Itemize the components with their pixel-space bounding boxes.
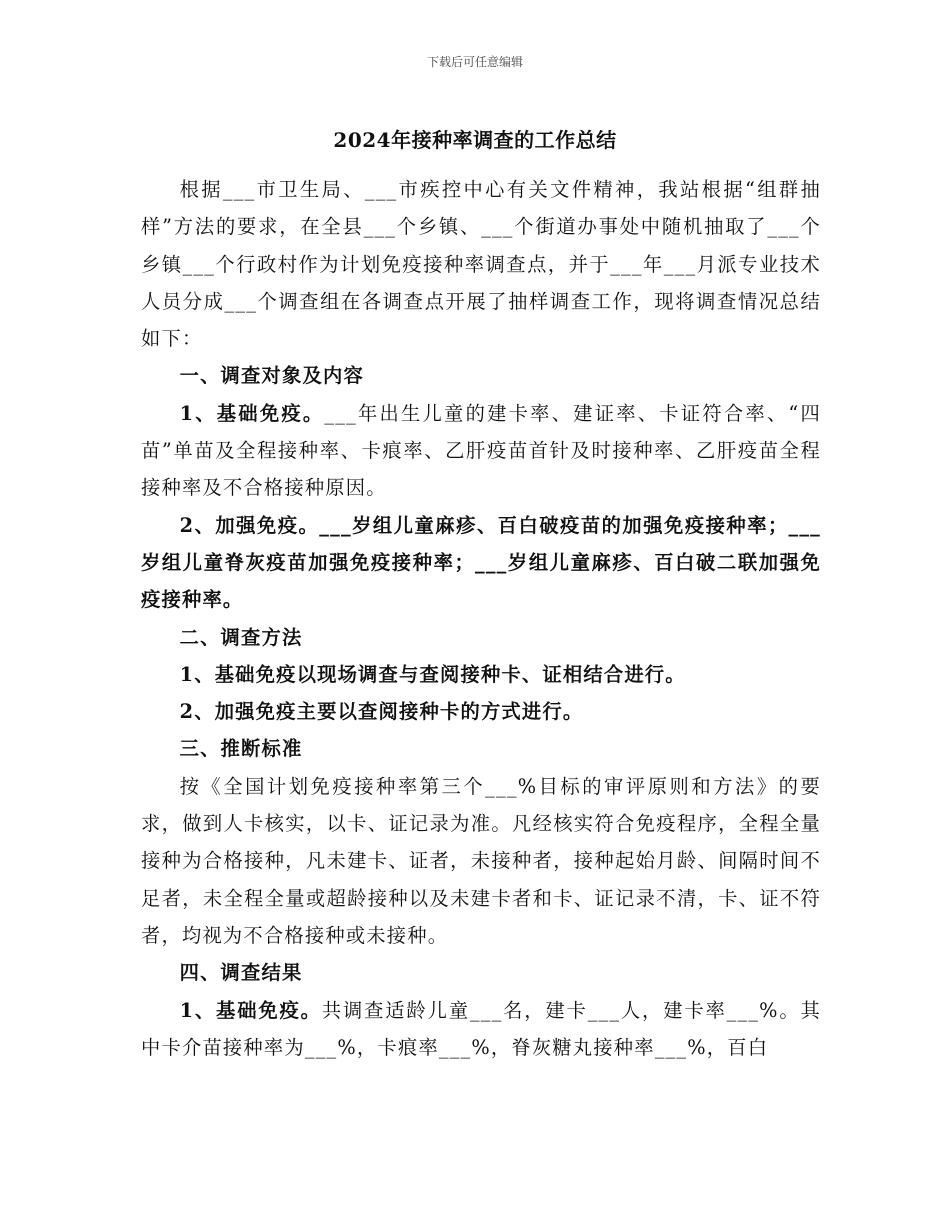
section3-paragraph: 按《全国计划免疫接种率第三个___%目标的审评原则和方法》的要求，做到人卡核实，以卡、证记录为准。凡经核实符合免疫程序，全程全量接种为合格接种，凡未建卡、证者，未接种者，接种起始月龄、间隔时间不足者，未全程全量或超龄接种以及未建卡者和卡、证记录不清，卡、证不符者，均视为不合格接种或未接种。: [141, 774, 821, 947]
intro-paragraph: 根据___市卫生局、___市疾控中心有关文件精神，我站根据“组群抽样”方法的要求，在全县___个乡镇、___个街道办事处中随机抽取了___个乡镇___个行政村作为计划免疫接种率调查点，并于___年___月派专业技术人员分成___个调查组在各调查点开展了抽样调查工作，现将调查情况总结如下：: [141, 178, 821, 351]
section-heading-4: 四、调查结果: [179, 961, 303, 985]
section4-item1: [141, 992, 821, 1067]
section-heading-2: 二、调查方法: [179, 625, 303, 649]
section4-item1-text: 共调查适龄儿童___名，建卡___人，建卡率___%。其中卡介苗接种率为___%，卡痕率___%，脊灰糖丸接种率___%，百白: [141, 998, 821, 1059]
section1-item2: 2、加强免疫。___岁组儿童麻疹、百白破疫苗的加强免疫接种率；___岁组儿童脊灰疫苗加强免疫接种率；___岁组儿童麻疹、百白破二联加强免疫接种率。: [141, 513, 821, 612]
section2-item1: 1、基础免疫以现场调查与查阅接种卡、证相结合进行。: [179, 662, 686, 686]
section4-item1-lead: 1、基础免疫。: [179, 998, 322, 1022]
document-title: 2024年接种率调查的工作总结: [333, 128, 617, 152]
section1-item1: [141, 395, 821, 507]
section-heading-1: 一、调查对象及内容: [179, 364, 364, 388]
section1-item1-lead: 1、基础免疫。: [179, 401, 325, 425]
header-note: 下载后可任意编辑: [426, 55, 523, 69]
section1-item1-text: ___年出生儿童的建卡率、建证率、卡证符合率、“四苗”单苗及全程接种率、卡痕率、乙肝疫苗首针及时接种率、乙肝疫苗全程接种率及不合格接种原因。: [141, 401, 821, 500]
section-heading-3: 三、推断标准: [179, 737, 303, 761]
document-body: [141, 171, 821, 1066]
section2-item2: 2、加强免疫主要以查阅接种卡的方式进行。: [179, 700, 584, 724]
